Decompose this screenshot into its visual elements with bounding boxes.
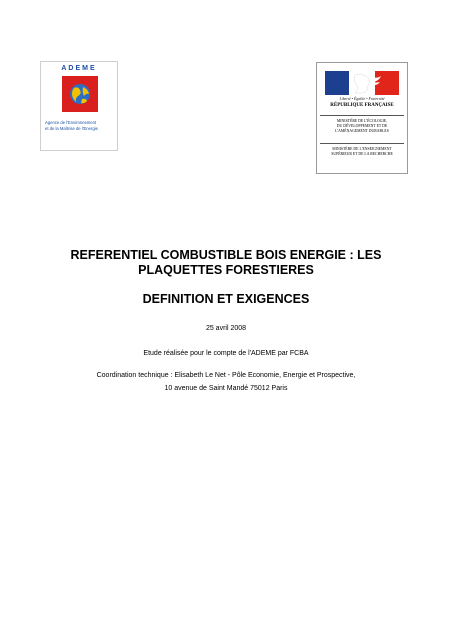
divider <box>320 115 404 116</box>
ademe-globe-icon <box>62 76 98 112</box>
study-credit: Etude réalisée pour le compte de l'ADEME par FCBA <box>143 350 309 357</box>
document-title-line2: PLAQUETTES FORESTIERES <box>138 263 314 277</box>
ministry-logo <box>316 62 408 174</box>
ademe-logo-name: ADEME <box>61 65 97 72</box>
ministry-research-line2: SUPÉRIEUR ET DE LA RECHERCHE <box>331 152 393 156</box>
divider <box>320 143 404 144</box>
technical-coordination: Coordination technique : Elisabeth Le Net - Pôle Economie, Energie et Prospective, <box>96 372 356 379</box>
ademe-tagline-line2: et de la Maîtrise de l'Energie <box>45 126 98 131</box>
document-title-line1: REFERENTIEL COMBUSTIBLE BOIS ENERGIE : LES <box>70 248 382 262</box>
ministry-ecology-line3: L'AMÉNAGEMENT DURABLES <box>335 129 389 133</box>
republic-name: RÉPUBLIQUE FRANÇAISE <box>330 103 394 108</box>
ministry-ecology <box>319 119 405 134</box>
ministry-ecology-line2: DU DÉVELOPPEMENT ET DE <box>336 124 388 128</box>
coordination-address: 10 avenue de Saint Mandé 75012 Paris <box>164 385 288 392</box>
document-subtitle: DEFINITION ET EXIGENCES <box>142 292 310 306</box>
ministry-research-line1: MINISTÈRE DE L'ENSEIGNEMENT <box>332 147 392 151</box>
ademe-tagline-line1: Agence de l'Environnement <box>45 120 97 125</box>
document-date: 25 avril 2008 <box>205 325 247 332</box>
marianne-flag-icon <box>325 71 399 95</box>
ministry-research <box>319 147 405 157</box>
ministry-ecology-line1: MINISTÈRE DE L'ÉCOLOGIE, <box>336 119 388 123</box>
republic-motto: Liberté • Égalité • Fraternité <box>339 97 385 101</box>
ademe-logo <box>40 61 118 151</box>
